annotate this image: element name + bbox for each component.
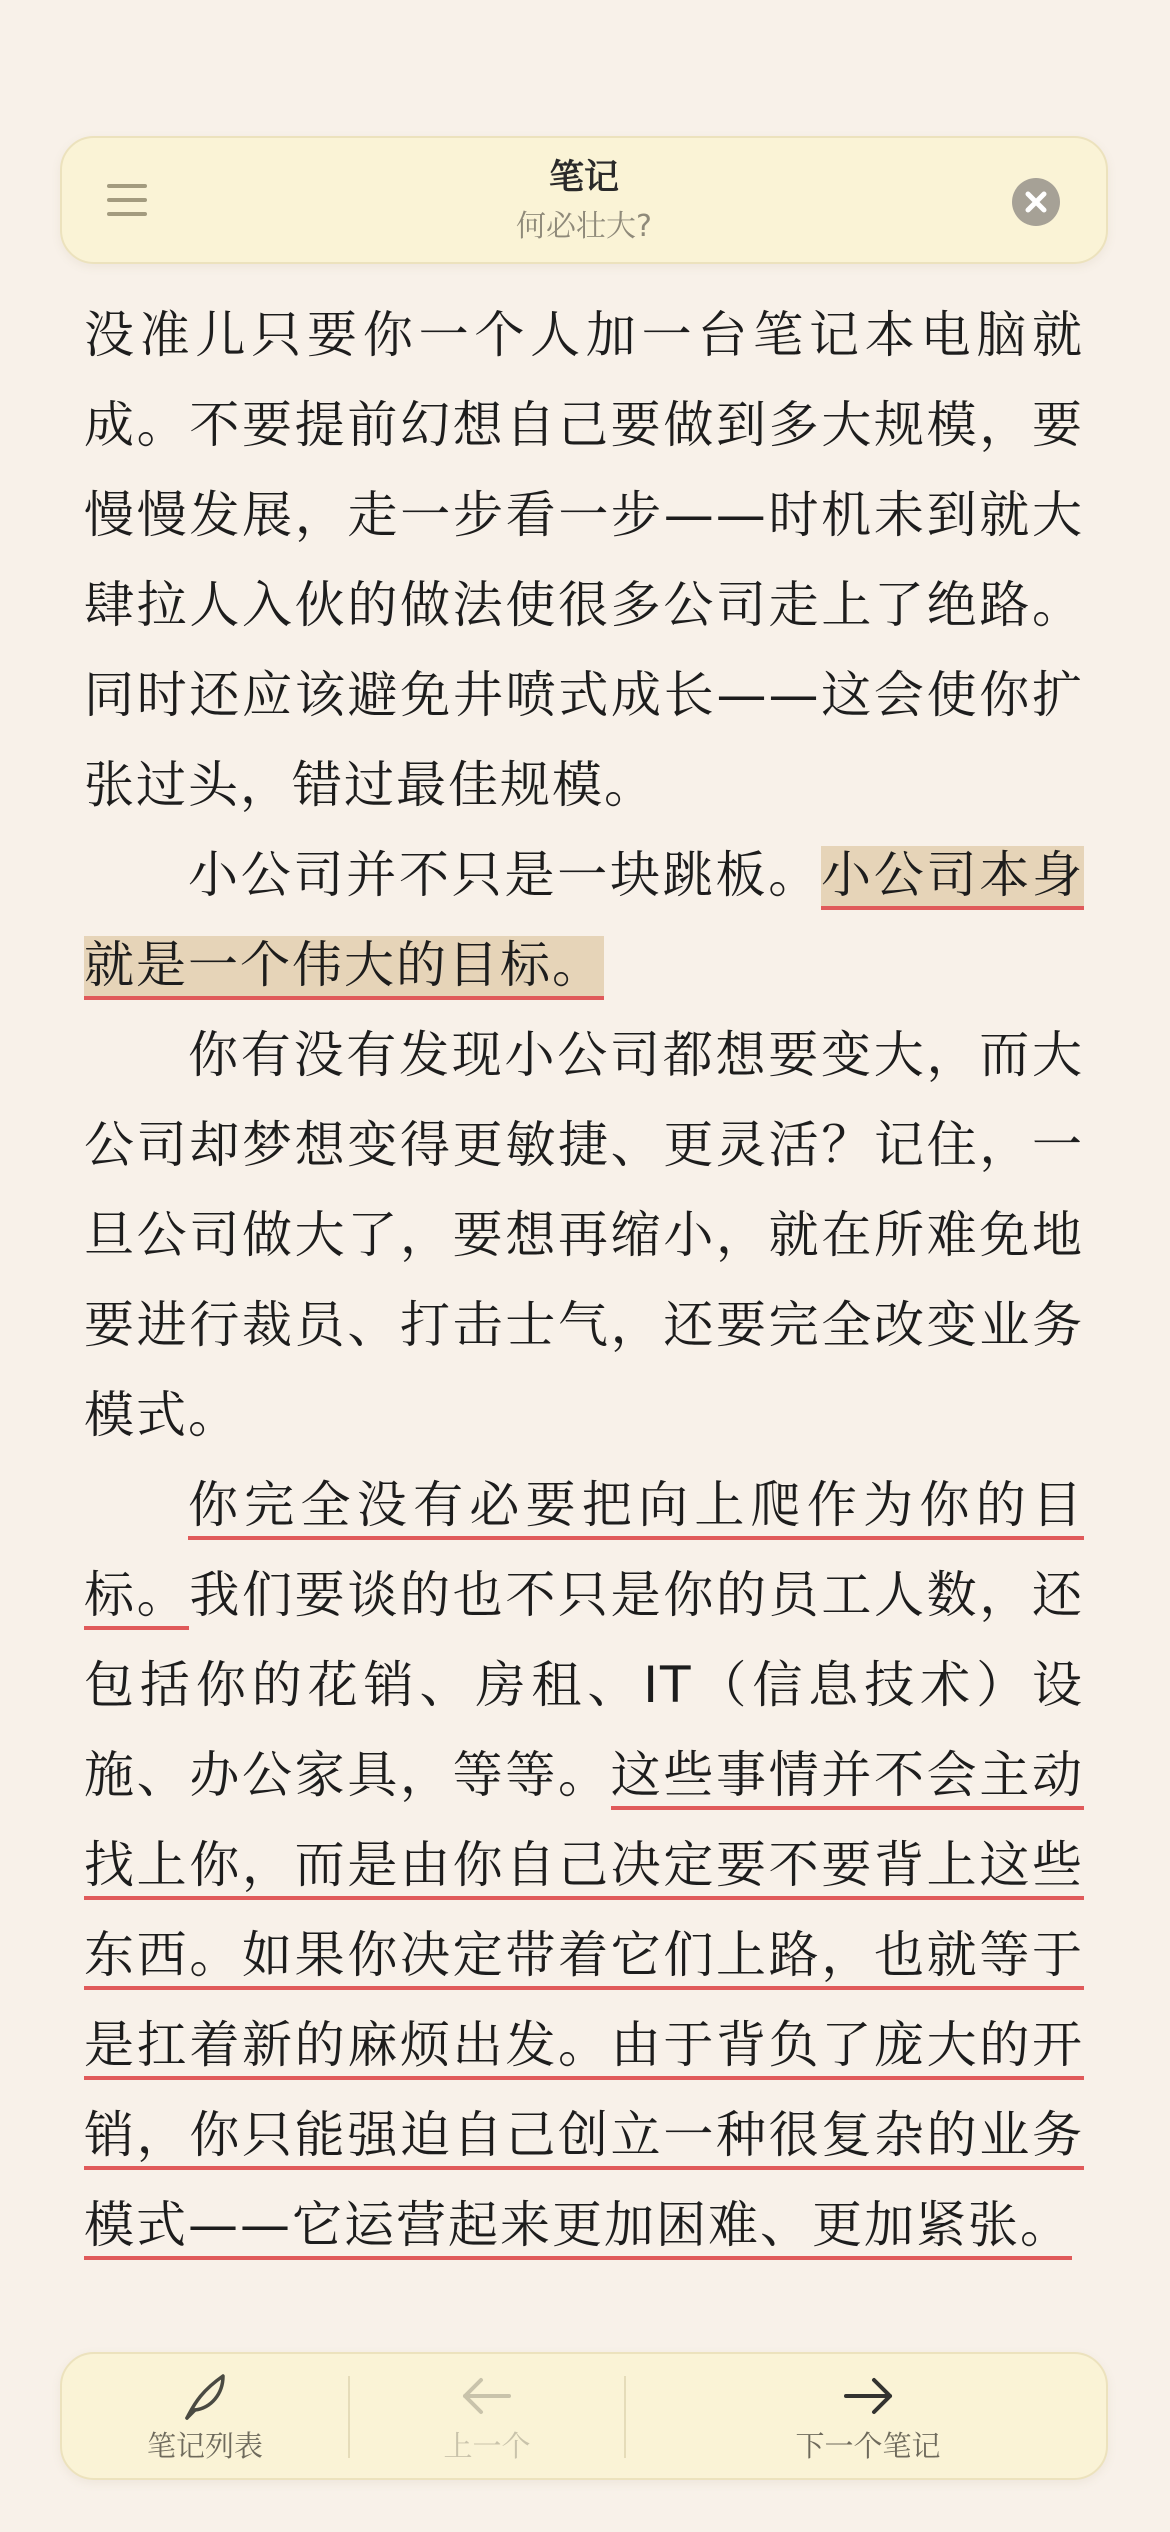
paragraph (84, 1010, 1084, 1460)
highlighted-text[interactable]: 小公司本身就是一个伟大的目标。 (84, 846, 1084, 1000)
text-span: 你有没有发现小公司都想要变大，而大公司却梦想变得更敏捷、更灵活？记住，一旦公司做大了，要想再缩小，就在所难免地要进行裁员、打击士气，还要完全改变业务模式。 (84, 1026, 1084, 1444)
note-content (84, 290, 1084, 2270)
header-title: 笔记 (548, 158, 619, 198)
paragraph (84, 830, 1084, 1010)
text-span: 我们要谈的也不只是你的员工人数，还包括你的花销、房租、IT（信息技术）设施、办公家具，等等。 (84, 1566, 1085, 1804)
header-subtitle: 何必壮大? (516, 209, 652, 244)
next-note-label: 下一个笔记 (795, 2429, 941, 2463)
underlined-text[interactable]: 你完全没有必要把向上爬作为你的目标。 (84, 1476, 1084, 1630)
previous-label: 上一个 (443, 2429, 531, 2463)
bottom-toolbar (60, 2352, 1108, 2480)
previous-button[interactable] (350, 2354, 624, 2478)
notes-list-button[interactable] (62, 2354, 348, 2478)
text-span: 没准儿只要你一个人加一台笔记本电脑就成。不要提前幻想自己要做到多大规模，要慢慢发展，走一步看一步——时机未到就大肆拉人入伙的做法使很多公司走上了绝路。同时还应该避免井喷式成长——这会使你扩张过头，错过最佳规模。 (84, 306, 1084, 814)
feather-pen-icon (177, 2368, 233, 2424)
paragraph (84, 1460, 1084, 2270)
paragraph (84, 290, 1084, 830)
arrow-right-icon (840, 2368, 896, 2424)
header-bar (60, 136, 1108, 264)
text-span: 小公司并不只是一块跳板。 (188, 846, 821, 904)
notes-list-label: 笔记列表 (146, 2429, 263, 2463)
underlined-text[interactable]: 这些事情并不会主动找上你，而是由你自己决定要不要背上这些东西。如果你决定带着它们上路，也就等于是扛着新的麻烦出发。由于背负了庞大的开销，你只能强迫自己创立一种很复杂的业务模式——它运营起来更加困难、更加紧张。 (84, 1746, 1084, 2260)
next-note-button[interactable] (626, 2354, 1110, 2478)
close-icon (1012, 178, 1060, 226)
arrow-left-icon (459, 2368, 515, 2424)
close-button[interactable] (1012, 178, 1060, 226)
